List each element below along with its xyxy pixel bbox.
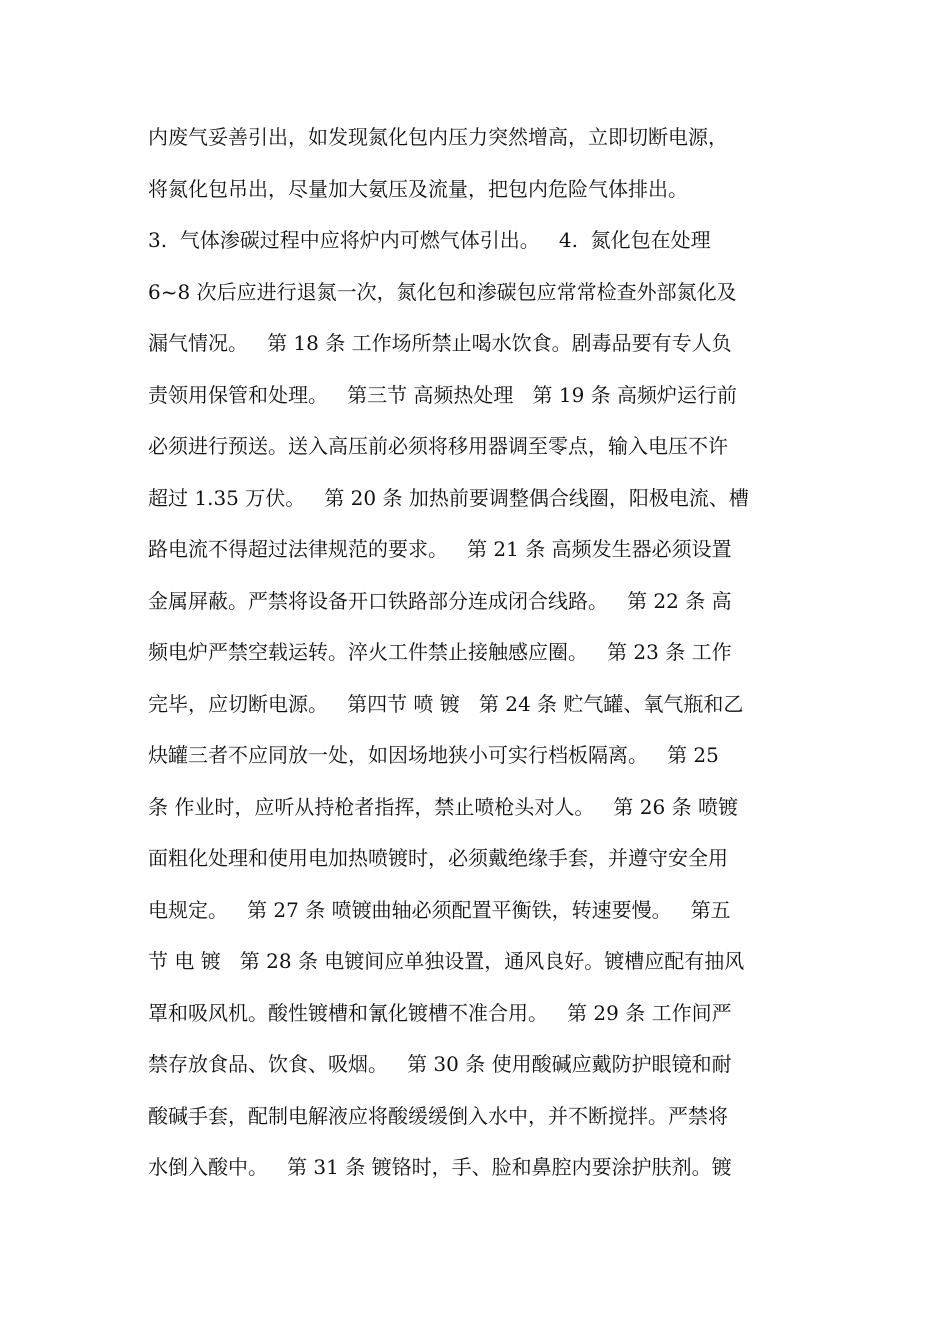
text-line: 超过 1.35 万伏。 第 20 条 加热前要调整偶合线圈，阳极电流、槽 xyxy=(148,485,749,510)
text-line: 罩和吸风机。酸性镀槽和氰化镀槽不准合用。 第 29 条 工作间严 xyxy=(148,1000,732,1025)
text-line: 频电炉严禁空载运转。淬火工件禁止接触感应圈。 第 23 条 工作 xyxy=(148,640,732,664)
text-line: 漏气情况。 第 18 条 工作场所禁止喝水饮食。剧毒品要有专人负 xyxy=(148,331,732,355)
text-line: 金属屏蔽。严禁将设备开口铁路部分连成闭合线路。 第 22 条 高 xyxy=(148,588,732,613)
text-line: 6~8 次后应进行退氮一次，氮化包和渗碳包应常常检查外部氮化及 xyxy=(148,279,737,304)
text-line: 炔罐三者不应同放一处，如因场地狭小可实行档板隔离。 第 25 xyxy=(148,743,719,767)
text-line: 禁存放食品、饮食、吸烟。 第 30 条 使用酸碱应戴防护眼镜和耐 xyxy=(148,1052,732,1076)
text-line: 责领用保管和处理。 第三节 高频热处理 第 19 条 高频炉运行前 xyxy=(148,382,738,407)
text-line: 面粗化处理和使用电加热喷镀时，必须戴绝缘手套，并遵守安全用 xyxy=(148,846,728,870)
text-line: 3. 气体渗碳过程中应将炉内可燃气体引出。 4. 氮化包在处理 xyxy=(148,228,711,252)
text-line: 必须进行预送。送入高压前必须将移用器调至零点，输入电压不许 xyxy=(148,434,728,458)
text-line: 路电流不得超过法律规范的要求。 第 21 条 高频发生器必须设置 xyxy=(148,537,732,561)
text-line: 酸碱手套，配制电解液应将酸缓缓倒入水中，并不断搅拌。严禁将 xyxy=(148,1103,728,1128)
text-line: 电规定。 第 27 条 喷镀曲轴必须配置平衡铁，转速要慢。 第五 xyxy=(148,897,731,922)
text-line: 完毕，应切断电源。 第四节 喷 镀 第 24 条 贮气罐、氧气瓶和乙 xyxy=(148,691,744,716)
body-text xyxy=(148,112,808,1194)
text-line: 条 作业时，应听从持枪者指挥，禁止喷枪头对人。 第 26 条 喷镀 xyxy=(148,794,738,819)
text-line: 将氮化包吊出，尽量加大氨压及流量，把包内危险气体排出。 xyxy=(148,176,688,201)
text-line: 水倒入酸中。 第 31 条 镀铬时，手、脸和鼻腔内要涂护肤剂。镀 xyxy=(148,1155,732,1179)
text-line: 内废气妥善引出，如发现氮化包内压力突然增高，立即切断电源， xyxy=(148,125,728,149)
text-line: 节 电 镀 第 28 条 电镀间应单独设置，通风良好。镀槽应配有抽风 xyxy=(148,949,745,973)
